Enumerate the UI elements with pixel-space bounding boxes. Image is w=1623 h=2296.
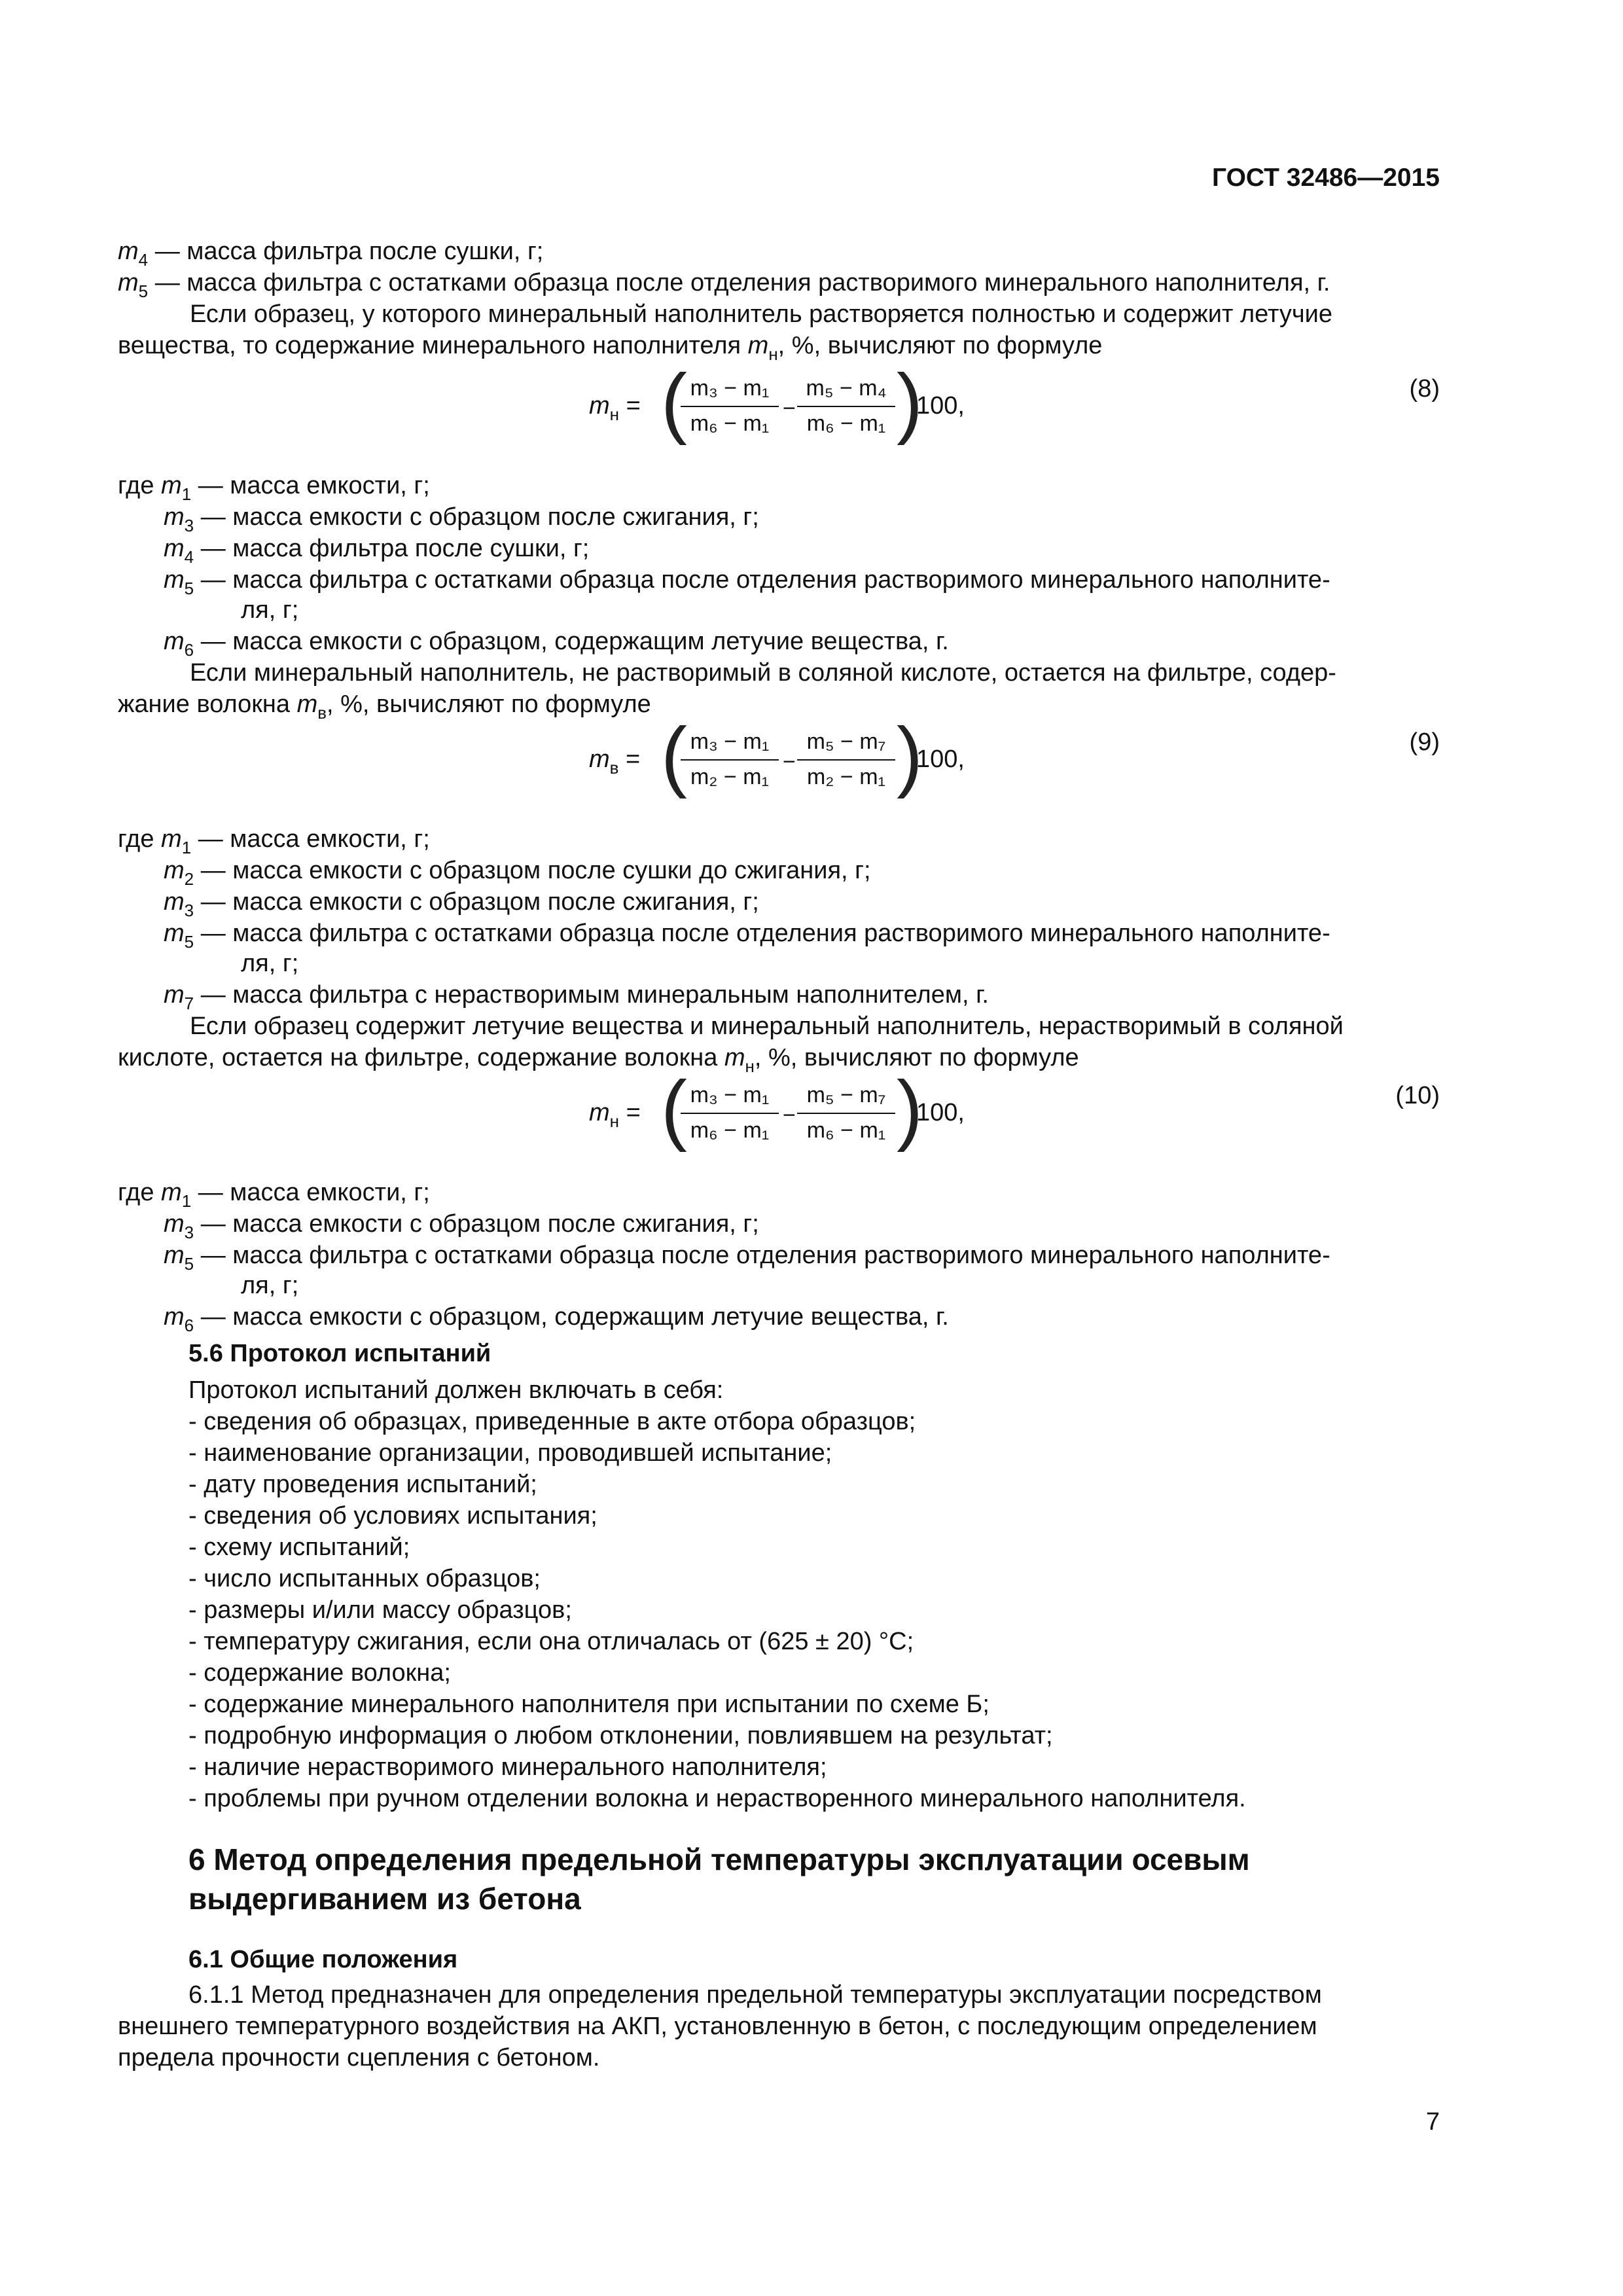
list-item: - наименование организации, проводившей испытание;	[188, 1439, 832, 1467]
paragraph-line: жание волокна $m_в$, %, вычисляют по формуле	[118, 691, 651, 723]
formula-tail: 100,	[916, 392, 965, 420]
def-m5: $m_5$ — масса фильтра с остатками образца после отделения растворимого минерального наполнителя, г.	[118, 269, 1330, 301]
text: , %, вычисляют по формуле	[777, 332, 1103, 359]
denominator: m₂ − m₁	[690, 764, 770, 789]
def-m5-cont: ля, г;	[241, 1272, 299, 1299]
def-m3: $m_3$ — масса емкости с образцом после сжигания, г;	[164, 1210, 759, 1242]
formula-lhs: $m_н$ =	[589, 392, 641, 424]
def-text: — масса емкости, г;	[198, 472, 430, 499]
def-text: — масса емкости с образцом после сушки до сжигания, г;	[200, 857, 871, 884]
document-code: ГОСТ 32486—2015	[1212, 164, 1440, 192]
def-text: — масса фильтра после сушки, г;	[154, 238, 544, 265]
paragraph-line: внешнего температурного воздействия на АКП, установленную в бетон, с последующим определением	[118, 2013, 1317, 2040]
formula-tail: 100,	[916, 1099, 965, 1126]
formula-8	[0, 358, 1623, 446]
left-paren: (	[661, 1065, 687, 1153]
list-intro: Протокол испытаний должен включать в себя:	[188, 1376, 724, 1404]
def-m1: где $m_1$ — масса емкости, г;	[118, 1179, 430, 1211]
paragraph-line: Если минеральный наполнитель, не растворимый в соляной кислоте, остается на фильтре, содер-	[190, 659, 1336, 687]
def-text: — масса емкости с образцом после сжигания, г;	[200, 1210, 759, 1238]
def-m6: $m_6$ — масса емкости с образцом, содержащим летучие вещества, г.	[164, 628, 949, 660]
formula-lhs: $m_н$ =	[589, 1099, 641, 1131]
def-m5: $m_5$ — масса фильтра с остатками образца после отделения растворимого минерального наполните-	[164, 566, 1330, 598]
numerator: m₃ − m₁	[690, 729, 770, 754]
paragraph-line: кислоте, остается на фильтре, содержание волокна $m_н$, %, вычисляют по формуле	[118, 1044, 1079, 1076]
numerator: m₅ − m₇	[806, 729, 886, 754]
denominator: m₂ − m₁	[806, 764, 886, 789]
def-text: — масса емкости, г;	[198, 1179, 430, 1206]
def-text: — масса фильтра с остатками образца после отделения растворимого минерального наполните-	[200, 920, 1330, 947]
text: , %, вычисляют по формуле	[327, 691, 651, 718]
paragraph-line: Если образец, у которого минеральный наполнитель растворяется полностью и содержит летучие	[190, 300, 1333, 328]
text: , %, вычисляют по формуле	[754, 1044, 1079, 1071]
minus-sign: −	[783, 396, 796, 421]
text: вещества, то содержание минерального наполнителя	[118, 332, 748, 359]
denominator: m₆ − m₁	[690, 411, 770, 436]
where-label: где	[118, 1179, 154, 1206]
def-m5: $m_5$ — масса фильтра с остатками образца после отделения растворимого минерального наполните-	[164, 920, 1330, 952]
left-paren: (	[661, 711, 687, 799]
where-label: где	[118, 825, 154, 853]
chapter-title-line2: выдергиванием из бетона	[188, 1882, 581, 1916]
numerator: m₃ − m₁	[690, 376, 770, 401]
fraction-line	[681, 1113, 779, 1114]
list-item: - содержание минерального наполнителя при испытании по схеме Б;	[188, 1691, 990, 1718]
fraction-line	[797, 759, 895, 761]
minus-sign: −	[783, 1103, 796, 1128]
def-m1: где $m_1$ — масса емкости, г;	[118, 472, 430, 504]
def-m6: $m_6$ — масса емкости с образцом, содержащим летучие вещества, г.	[164, 1303, 949, 1335]
list-item: - сведения об образцах, приведенные в акте отбора образцов;	[188, 1408, 916, 1435]
list-item: - схему испытаний;	[188, 1534, 410, 1561]
formula-number: (10)	[1395, 1082, 1440, 1109]
numerator: m₅ − m₇	[806, 1083, 886, 1107]
list-item: - дату проведения испытаний;	[188, 1471, 537, 1498]
page-number: 7	[1425, 2108, 1440, 2136]
protocol-list	[188, 1406, 1246, 1814]
list-item: - температуру сжигания, если она отличалась от (625 ± 20) °С;	[188, 1628, 914, 1655]
def-m5: $m_5$ — масса фильтра с остатками образца после отделения растворимого минерального наполните-	[164, 1242, 1330, 1274]
fraction-line	[797, 1113, 895, 1114]
text: кислоте, остается на фильтре, содержание волокна	[118, 1044, 724, 1071]
def-text: — масса емкости с образцом после сжигания, г;	[200, 503, 759, 531]
def-m3: $m_3$ — масса емкости с образцом после сжигания, г;	[164, 888, 759, 920]
right-paren: )	[897, 711, 923, 799]
def-text: — масса емкости с образцом после сжигания, г;	[200, 888, 759, 916]
formula-number: (8)	[1409, 375, 1440, 403]
def-m7: $m_7$ — масса фильтра с нерастворимым минеральным наполнителем, г.	[164, 981, 989, 1013]
paragraph-line: предела прочности сцепления с бетоном.	[118, 2044, 600, 2072]
def-m3: $m_3$ — масса емкости с образцом после сжигания, г;	[164, 503, 759, 535]
right-paren: )	[897, 1065, 923, 1153]
fraction-line	[681, 406, 779, 407]
fraction-line	[797, 406, 895, 407]
chapter-title-line1: 6 Метод определения предельной температуры эксплуатации осевым	[188, 1842, 1250, 1876]
list-item: - содержание волокна;	[188, 1659, 451, 1687]
paragraph-line: 6.1.1 Метод предназначен для определения предельной температуры эксплуатации посредством	[188, 1981, 1322, 2009]
where-label: где	[118, 472, 154, 499]
formula-10	[0, 1065, 1623, 1153]
formula-lhs: $m_в$ =	[589, 745, 641, 778]
minus-sign: −	[783, 749, 796, 774]
subsection-title: 6.1 Общие положения	[188, 1946, 458, 1973]
left-paren: (	[661, 358, 687, 446]
list-item: - размеры и/или массу образцов;	[188, 1596, 572, 1624]
formula-number: (9)	[1409, 728, 1440, 756]
def-text: — масса фильтра с остатками образца после отделения растворимого минерального наполнителя, г.	[154, 269, 1330, 296]
def-text: — масса емкости, г;	[198, 825, 430, 853]
numerator: m₅ − m₄	[806, 376, 887, 401]
def-text: — масса фильтра с нерастворимым минеральным наполнителем, г.	[200, 981, 989, 1009]
def-text: — масса фильтра после сушки, г;	[200, 535, 590, 562]
list-item: - сведения об условиях испытания;	[188, 1502, 597, 1530]
def-m4: $m_4$ — масса фильтра после сушки, г;	[164, 535, 590, 567]
formula-9	[0, 711, 1623, 799]
def-m1: где $m_1$ — масса емкости, г;	[118, 825, 430, 857]
right-paren: )	[897, 358, 923, 446]
def-text: — масса фильтра с остатками образца после отделения растворимого минерального наполните-	[200, 566, 1330, 594]
list-item: - проблемы при ручном отделении волокна и нерастворенного минерального наполнителя.	[188, 1785, 1246, 1812]
def-m4: $m_4$ — масса фильтра после сушки, г;	[118, 238, 544, 270]
paragraph-line: Если образец содержит летучие вещества и минеральный наполнитель, нерастворимый в соляной	[190, 1013, 1344, 1040]
list-item: - наличие нерастворимого минерального наполнителя;	[188, 1753, 827, 1781]
text: жание волокна	[118, 691, 297, 718]
denominator: m₆ − m₁	[806, 1118, 886, 1143]
paragraph-line: вещества, то содержание минерального наполнителя $m_н$, %, вычисляют по формуле	[118, 332, 1103, 364]
denominator: m₆ − m₁	[690, 1118, 770, 1143]
def-m2: $m_2$ — масса емкости с образцом после сушки до сжигания, г;	[164, 857, 871, 889]
denominator: m₆ − m₁	[806, 411, 886, 436]
numerator: m₃ − m₁	[690, 1083, 770, 1107]
section-title: 5.6 Протокол испытаний	[188, 1340, 491, 1367]
def-text: — масса емкости с образцом, содержащим летучие вещества, г.	[200, 628, 949, 655]
list-item: - число испытанных образцов;	[188, 1565, 541, 1592]
def-text: — масса емкости с образцом, содержащим летучие вещества, г.	[200, 1303, 949, 1331]
def-m5-cont: ля, г;	[241, 596, 299, 624]
fraction-line	[681, 759, 779, 761]
def-m5-cont: ля, г;	[241, 950, 299, 977]
def-text: — масса фильтра с остатками образца после отделения растворимого минерального наполните-	[200, 1242, 1330, 1269]
list-item: - подробную информация о любом отклонении, повлиявшем на результат;	[188, 1722, 1053, 1749]
formula-tail: 100,	[916, 745, 965, 773]
